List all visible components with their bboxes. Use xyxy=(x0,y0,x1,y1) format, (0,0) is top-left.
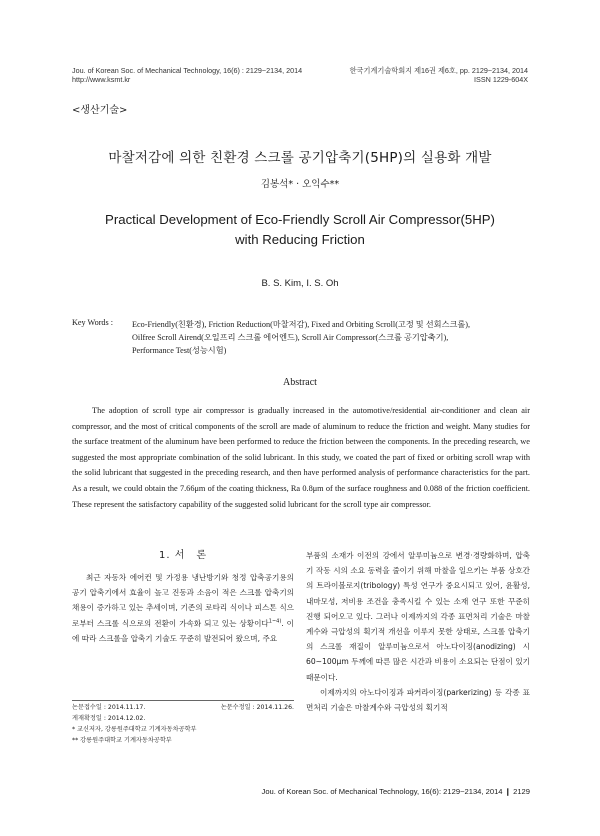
journal-header-left xyxy=(72,66,332,84)
keywords-label: Key Words : xyxy=(72,318,114,327)
body-text: . 이에 따라 스크롤을 압축기 기술도 꾸준히 발전되어 왔으며, 주요 xyxy=(72,618,294,643)
page-footer: Jou. of Korean Soc. of Mechanical Technology, 16(6): 2129~2134, 2014 ❙ 2129 xyxy=(261,787,530,796)
body-column-right xyxy=(306,548,530,715)
paper-title-en-line1: Practical Development of Eco-Friendly Scroll Air Compressor(5HP) xyxy=(105,212,495,227)
revised-date: 논문수정일 : 2014.11.26. xyxy=(220,704,294,711)
section-heading-introduction: 1. 서 론 xyxy=(158,550,208,561)
journal-url: http://www.ksmt.kr xyxy=(72,75,131,84)
keywords-line: Oilfree Scroll Airend(오일프리 스크롤 에어엔드), Scroll Air Compressor(스크롤 공기압축기), xyxy=(132,333,449,342)
body-column-left xyxy=(72,570,294,646)
journal-citation-en: Jou. of Korean Soc. of Mechanical Technology, 16(6) : 2129~2134, 2014 xyxy=(72,66,303,75)
footnotes xyxy=(72,702,294,746)
section-tag: <생산기술> xyxy=(72,105,128,116)
footnote-dates-row xyxy=(72,702,294,713)
journal-issn: ISSN 1229-604X xyxy=(474,75,528,84)
abstract-text: The adoption of scroll type air compressor is gradually increased in the automotive/residential air-conditioner and clean air compressor, and the most of critical components of the scroll are made of aluminum to reduce the friction and weight. Many studies for the surface treatment of the aluminum have been performed to reduce the friction between the components. In the preceding research, we suggested the most appropriate combination of the solid lubricant. In this study, we coated the part of fixed or orbiting scroll wrap with the solid lubricant that suggested in the preceding research, and then have performed analysis of performance characteristics for the part. As a result, we could obtain the 7.66μm of the coating thickness, Ra 0.8μm of the surface roughness and 0.088 of the friction coefficient. These represent the satisfactory capability of the suggested solid lubricant for the scroll type air compressor. xyxy=(72,406,530,509)
author-affiliation: * 교신저자, 강릉원주대학교 기계자동차공학부 xyxy=(72,726,197,733)
author-affiliation: ** 강릉원주대학교 기계자동차공학부 xyxy=(72,737,172,744)
reference-marker: 1~4) xyxy=(268,618,282,625)
keywords-list xyxy=(132,318,530,357)
journal-header-right xyxy=(330,66,528,84)
body-paragraph xyxy=(72,570,294,646)
accepted-date: 게재확정일 : 2014.12.02. xyxy=(72,715,146,722)
paper-title-en xyxy=(40,210,560,250)
keywords-line: Performance Test(성능시험) xyxy=(132,346,227,355)
authors-ko: 김봉석* · 오익수** xyxy=(260,179,340,190)
journal-citation-ko: 한국기계기술학회지 제16권 제6호, pp. 2129~2134, 2014 xyxy=(349,66,528,75)
body-text: 최근 자동차 에어컨 및 가정용 냉난방기와 청정 압축공기용의 공기 압축기에서 효율이 높고 진동과 소음이 적은 스크롤 압축기의 채용이 증가하고 있는 추세이며, 기존의 로타리 식이나 피스톤 식으로부터 스크롤 식으로의 전환이 가속화 되고 있는 상황이다 xyxy=(72,573,294,628)
body-paragraph: 부품의 소재가 이전의 강에서 알루미늄으로 변경·경량화하며, 압축기 작동 시의 소요 동력을 줄이기 위해 마찰을 일으키는 부품 상호간의 트라이볼로지(tribology) 특성 연구가 중요시되고 있어, 윤활성, 내마모성, 저비용 조건을 충족시킬 수 있는 소재 연구 또한 꾸준히 진행 되어오고 있다. 그러나 이제까지의 각종 표면처리 기술은 마찰계수와 극압성의 획기적 개선을 이루지 못한 상태로, 스크롤 압축기의 스크롤 재질이 알루미늄으로서 아노다이징(anodizing) 시 60~100μm 두께에 따른 많은 시간과 비용이 소요되는 단점이 있기 때문이다. xyxy=(306,551,530,682)
authors-en: B. S. Kim, I. S. Oh xyxy=(261,278,339,289)
footnote-divider xyxy=(72,700,294,701)
keywords-line: Eco-Friendly(친환경), Friction Reduction(마찰저감), Fixed and Orbiting Scroll(고정 및 선회스크롤), xyxy=(132,320,471,329)
paper-title-ko: 마찰저감에 의한 친환경 스크롤 공기압축기(5HP)의 실용화 개발 xyxy=(108,150,492,166)
abstract-heading: Abstract xyxy=(283,377,317,388)
body-paragraph: 이제까지의 아노다이징과 파커라이징(parkerizing) 등 각종 표면처리 기술은 마찰계수와 극압성의 획기적 xyxy=(306,687,530,713)
paper-title-en-line2: with Reducing Friction xyxy=(235,232,365,247)
received-date: 논문접수일 : 2014.11.17. xyxy=(72,704,146,711)
